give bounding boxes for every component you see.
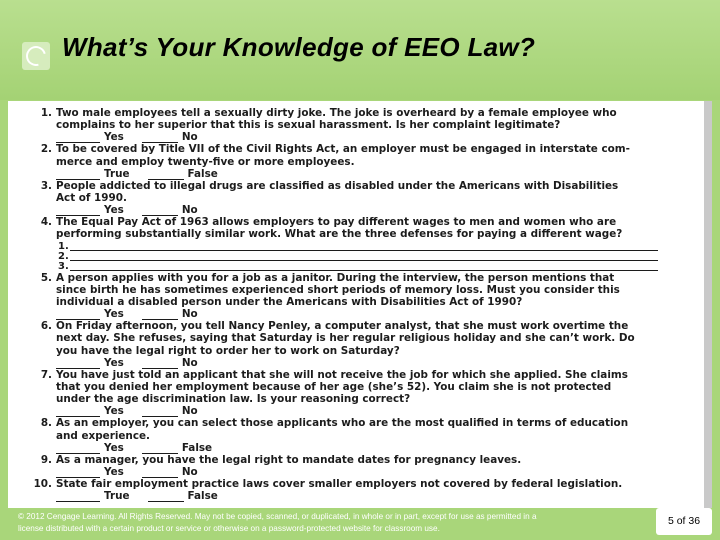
answer-blank[interactable] [142,206,178,216]
answer-blank[interactable] [56,133,100,143]
answer-option-label: No [181,131,198,144]
answer-blank[interactable] [142,444,178,454]
answer-options [56,204,692,216]
answer-option-label: Yes [104,466,124,479]
question-text-line: next day. She refuses, saying that Saturday is her regular religious holiday and she can’t work. Do [56,332,635,345]
answer-option-label: Yes [104,204,124,217]
answer-option-label: No [181,308,198,321]
answer-option-label: Yes [104,405,124,418]
question-text-line: On Friday afternoon, you tell Nancy Penley, a computer analyst, that she must work overtime the [56,320,629,333]
answer-options [56,405,692,417]
answer-options [56,357,692,369]
answer-blank[interactable] [148,492,184,502]
quiz-document [8,101,705,508]
page-number-box [656,508,712,535]
question-number: 8. [40,417,52,430]
question-text-line: You have just told an applicant that she will not receive the job for which she applied. She claims [56,368,628,381]
answer-blank[interactable] [56,444,100,454]
copyright-notice: © 2012 Cengage Learning. All Rights Reserved. May not be copied, scanned, or duplicated, in whole or in part, except for use as permitted in a license distributed with a certain product or service or otherwise on a password-protected website for classroom use. [18,512,537,533]
question-number: 3. [40,179,52,192]
answer-blank[interactable] [142,310,178,320]
answer-option-label: False [187,167,218,180]
answer-option-label: Yes [104,308,124,321]
defense-item-number: 2. [58,250,69,262]
answer-blank[interactable] [142,133,178,143]
answer-options [56,168,692,180]
question-text-line: State fair employment practice laws cover smaller employers not covered by federal legislation. [56,478,623,491]
slide-title: What’s Your Knowledge of EEO Law? [62,32,536,62]
answer-blank[interactable] [56,206,100,216]
answer-option-label: No [181,405,198,418]
answer-blank[interactable] [142,359,178,369]
question-number: 5. [40,271,52,284]
answer-option-label: Yes [104,131,124,144]
question-text-line: As an employer, you can select those applicants who are the most qualified in terms of education [56,417,629,430]
answer-blank[interactable] [142,407,178,417]
scrollbar[interactable] [704,101,712,508]
question-number: 1. [40,107,52,119]
answer-blank[interactable] [56,407,100,417]
answer-option-label: No [181,204,198,217]
answer-options [56,442,692,454]
question-number: 6. [40,320,52,333]
answer-options [56,466,692,478]
defense-item-number: 3. [58,261,69,273]
question-text-line: that you denied her employment because of her age (she’s 52). You claim she is not protected [56,380,612,393]
answer-options [56,308,692,320]
answer-option-label: True [104,167,130,180]
answer-blank[interactable] [56,310,100,320]
answer-line[interactable] [70,250,658,251]
answer-blank[interactable] [56,492,100,502]
question-text-line: A person applies with you for a job as a janitor. During the interview, the person mentions that [56,271,615,284]
question-text-line: Two male employees tell a sexually dirty joke. The joke is overheard by a female employee who [56,107,617,119]
answer-option-label: No [181,466,198,479]
question-text-line: individual a disabled person under the Americans with Disabilities Act of 1990? [56,295,523,308]
answer-option-label: False [181,441,213,454]
question-text-line: performing substantially similar work. What are the three defenses for paying a different wage? [56,228,623,241]
answer-blank[interactable] [56,170,100,180]
answer-blank[interactable] [142,468,178,478]
question-text-line: The Equal Pay Act of 1963 allows employers to pay different wages to men and women who are [56,216,617,229]
answer-option-label: False [187,490,218,503]
question-text-line: under the age discrimination law. Is your reasoning correct? [56,393,411,406]
answer-option-label: Yes [104,356,124,369]
question-text-line: and experience. [56,429,150,442]
question-text-line: since birth he has sometimes experienced short periods of memory loss. Must you consider this [56,283,620,296]
answer-option-label: True [104,490,130,503]
answer-blank[interactable] [56,359,100,369]
defense-item-number: 1. [58,240,69,252]
answer-option-label: No [181,356,198,369]
question-number: 10. [33,478,52,491]
answer-options [56,131,692,143]
question-text-line: merce and employ twenty-five or more employees. [56,155,355,168]
answer-options [56,490,692,502]
answer-option-label: Yes [104,441,124,454]
answer-line[interactable] [70,260,658,261]
answer-blank[interactable] [56,468,100,478]
question-text-line: People addicted to illegal drugs are classified as disabled under the Americans with Disabilities [56,179,619,192]
question-text-line: As a manager, you have the legal right to mandate dates for pregnancy leaves. [56,453,522,466]
question-text-line: complains to her superior that this is sexual harassment. Is her complaint legitimate? [56,119,561,132]
question-number: 2. [40,143,52,156]
question-text-line: Act of 1990. [56,192,127,205]
question-text-line: To be covered by Title VII of the Civil Rights Act, an employer must be engaged in interstate com- [56,143,630,156]
page-number: 5 of 36 [667,515,701,527]
question-number: 7. [40,368,52,381]
question-text-line: you have the legal right to order her to work on Saturday? [56,344,400,357]
question-number: 9. [40,453,52,466]
answer-blank[interactable] [148,170,184,180]
question-number: 4. [40,216,52,229]
